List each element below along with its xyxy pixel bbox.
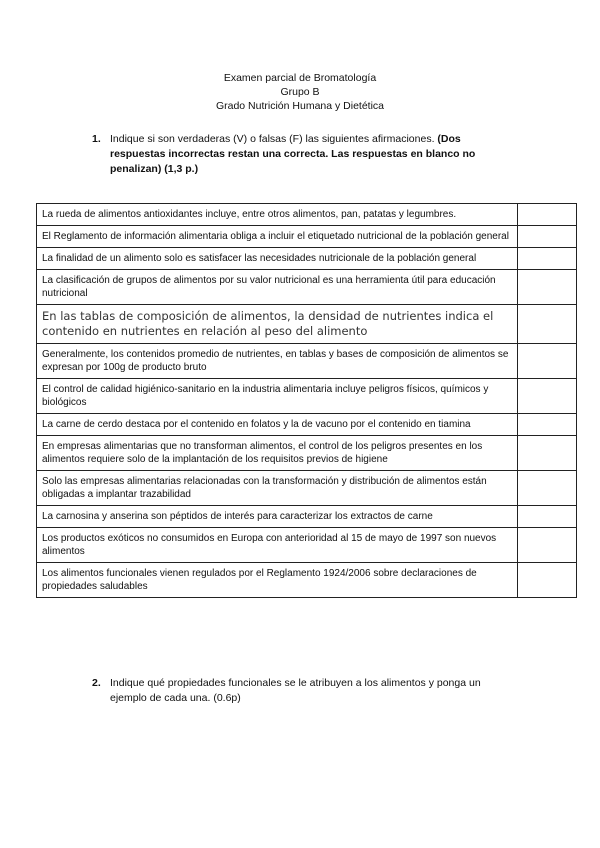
table-row [37,248,577,270]
statement-text: En empresas alimentarias que no transforman alimentos, el control de los peligros presentes en los alimentos requiere solo de la implantación de los requisitos previos de higiene [37,436,518,471]
table-row [37,414,577,436]
answer-cell[interactable] [518,436,577,471]
table-row [37,344,577,379]
answer-cell[interactable] [518,563,577,598]
answer-cell[interactable] [518,379,577,414]
statement-text: El control de calidad higiénico-sanitario en la industria alimentaria incluye peligros físicos, químicos y biológicos [37,379,518,414]
exam-header [0,71,600,113]
answer-cell[interactable] [518,248,577,270]
table-row [37,270,577,305]
answer-cell[interactable] [518,528,577,563]
statement-text: La rueda de alimentos antioxidantes incluye, entre otros alimentos, pan, patatas y legumbres. [37,204,518,226]
statement-text: Los productos exóticos no consumidos en Europa con anterioridad al 15 de mayo de 1997 son nuevos alimentos [37,528,518,563]
statement-text: Solo las empresas alimentarias relacionadas con la transformación y distribución de alimentos están obligadas a implantar trazabilidad [37,471,518,506]
answer-cell[interactable] [518,305,577,344]
question-1 [92,132,512,177]
exam-degree: Grado Nutrición Humana y Dietética [215,100,385,112]
statement-text: La carnosina y anserina son péptidos de interés para caracterizar los extractos de carne [37,506,518,528]
answer-cell[interactable] [518,471,577,506]
statement-text: Generalmente, los contenidos promedio de nutrientes, en tablas y bases de composición de alimentos se expresan por 100g de producto bruto [37,344,518,379]
question-1-number: 1. [92,133,101,145]
table-row [37,379,577,414]
answer-cell[interactable] [518,344,577,379]
question-1-text [110,132,512,177]
table-row [37,506,577,528]
exam-title: Examen parcial de Bromatología [223,72,377,84]
question-1-note: (Dos respuestas incorrectas restan una correcta. Las respuestas en blanco no penalizan) (1,3 p.) [110,133,476,175]
answer-cell[interactable] [518,506,577,528]
table-row [37,204,577,226]
statement-text: La carne de cerdo destaca por el contenido en folatos y la de vacuno por el contenido en tiamina [37,414,518,436]
answer-cell[interactable] [518,414,577,436]
true-false-table [36,203,577,598]
table-row [37,305,577,344]
table-row [37,563,577,598]
statement-text: En las tablas de composición de alimentos, la densidad de nutrientes indica el contenido en nutrientes en relación al peso del alimento [37,305,518,344]
question-2 [92,676,512,706]
statement-text: La clasificación de grupos de alimentos por su valor nutricional es una herramienta útil para educación nutricional [37,270,518,305]
table-row [37,436,577,471]
answer-cell[interactable] [518,226,577,248]
exam-group: Grupo B [280,86,320,98]
table-row [37,528,577,563]
statement-text: El Reglamento de información alimentaria obliga a incluir el etiquetado nutricional de la población general [37,226,518,248]
question-2-text: Indique qué propiedades funcionales se le atribuyen a los alimentos y ponga un ejemplo de cada una. (0.6p) [110,677,481,704]
statement-text: Los alimentos funcionales vienen regulados por el Reglamento 1924/2006 sobre declaraciones de propiedades saludables [37,563,518,598]
table-row [37,226,577,248]
answer-cell[interactable] [518,204,577,226]
question-1-instruction: Indique si son verdaderas (V) o falsas (F) las siguientes afirmaciones. [110,133,438,145]
answer-cell[interactable] [518,270,577,305]
table-row [37,471,577,506]
statement-text: La finalidad de un alimento solo es satisfacer las necesidades nutricionale de la población general [37,248,518,270]
question-2-number: 2. [92,677,101,689]
